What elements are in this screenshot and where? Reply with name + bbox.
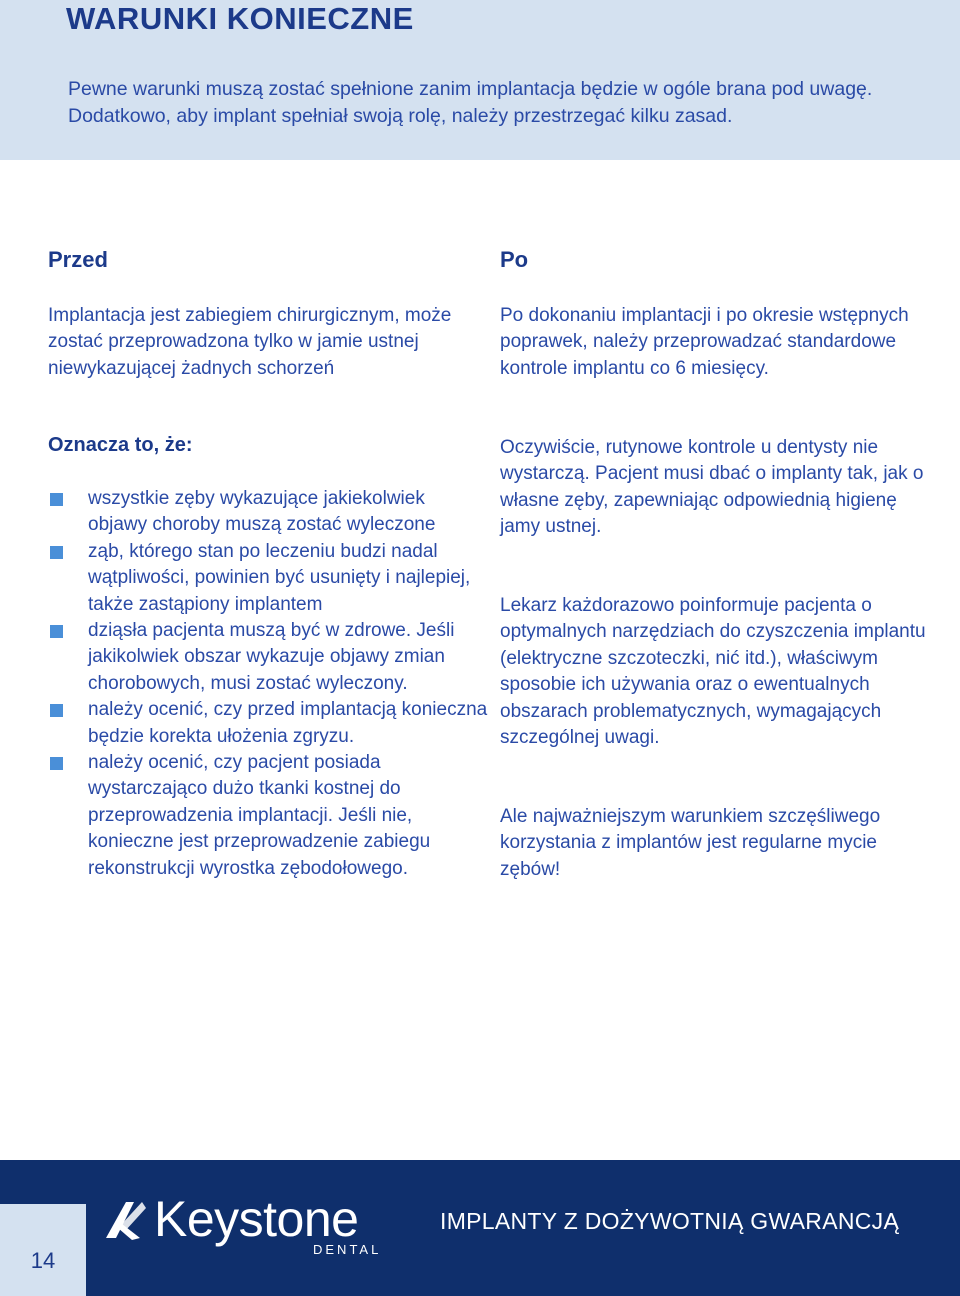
after-paragraph: Oczywiście, rutynowe kontrole u dentysty nie wystarczą. Pacjent musi dbać o implanty tak, jak o własne zęby, zapewniając odpowiednią higienę jamy ustnej. — [500, 437, 924, 538]
after-paragraph: Lekarz każdorazowo poinformuje pacjenta o optymalnych narzędziach do czyszczenia implantu (elektryczne szczoteczki, nić itd.), właściwym sposobie ich używania oraz o ewentualnych obszarach problematycznych, wymagających szczególnej uwagi. — [500, 595, 926, 749]
requirements-list — [48, 486, 488, 882]
list-item — [48, 750, 488, 882]
keystone-logo — [100, 1190, 400, 1270]
header-band — [0, 0, 960, 160]
list-item-text: należy ocenić, czy pacjent posiada wystarczająco dużo tkanki kostnej do przeprowadzenia implantacji. Jeśli nie, konieczne jest przeprowadzenie zabiegu rekonstrukcji wyrostka zębodołowego. — [88, 752, 431, 879]
after-paragraph: Po dokonaniu implantacji i po okresie wstępnych poprawek, należy przeprowadzać standardowe kontrole implantu co 6 miesięcy. — [500, 305, 909, 379]
page-number-box — [0, 1204, 86, 1296]
logo-subtitle: DENTAL — [313, 1242, 382, 1257]
before-subheading: Oznacza to, że: — [48, 434, 193, 456]
page-title: WARUNKI KONIECZNE — [66, 1, 414, 36]
list-item-text: ząb, którego stan po leczeniu budzi nadal wątpliwości, powinien być usunięty i najlepiej, także zastąpiony implantem — [88, 540, 471, 615]
list-item-text: dziąsła pacjenta muszą być w zdrowe. Jeśli jakikolwiek obszar wykazuje objawy zmian chorobowych, musi zostać wyleczony. — [88, 620, 455, 694]
before-intro: Implantacja jest zabiegiem chirurgicznym, może zostać przeprowadzona tylko w jamie ustnej niewykazującej żadnych schorzeń — [48, 305, 452, 379]
list-item — [48, 697, 488, 750]
list-item-text: należy ocenić, czy przed implantacją konieczna będzie korekta ułożenia zgryzu. — [88, 699, 488, 747]
footer-tagline: IMPLANTY Z DOŻYWOTNIĄ GWARANCJĄ — [440, 1208, 900, 1234]
logo-wordmark: Keystone — [154, 1191, 359, 1247]
after-heading: Po — [500, 247, 529, 272]
list-item — [48, 618, 488, 697]
before-heading: Przed — [48, 247, 108, 272]
square-bullet-icon — [50, 546, 63, 559]
list-item — [48, 486, 488, 539]
keystone-logo-icon — [100, 1196, 148, 1244]
square-bullet-icon — [50, 704, 63, 717]
square-bullet-icon — [50, 625, 63, 638]
square-bullet-icon — [50, 757, 63, 770]
after-paragraph: Ale najważniejszym warunkiem szczęśliwego korzystania z implantów jest regularne mycie zębów! — [500, 806, 881, 880]
square-bullet-icon — [50, 493, 63, 506]
page-number: 14 — [30, 1248, 56, 1273]
list-item — [48, 539, 488, 618]
list-item-text: wszystkie zęby wykazujące jakiekolwiek objawy choroby muszą zostać wyleczone — [88, 488, 436, 536]
intro-text: Pewne warunki muszą zostać spełnione zanim implantacja będzie w ogóle brana pod uwagę. Dodatkowo, aby implant spełniał swoją rolę, należy przestrzegać kilku zasad. — [68, 78, 873, 127]
